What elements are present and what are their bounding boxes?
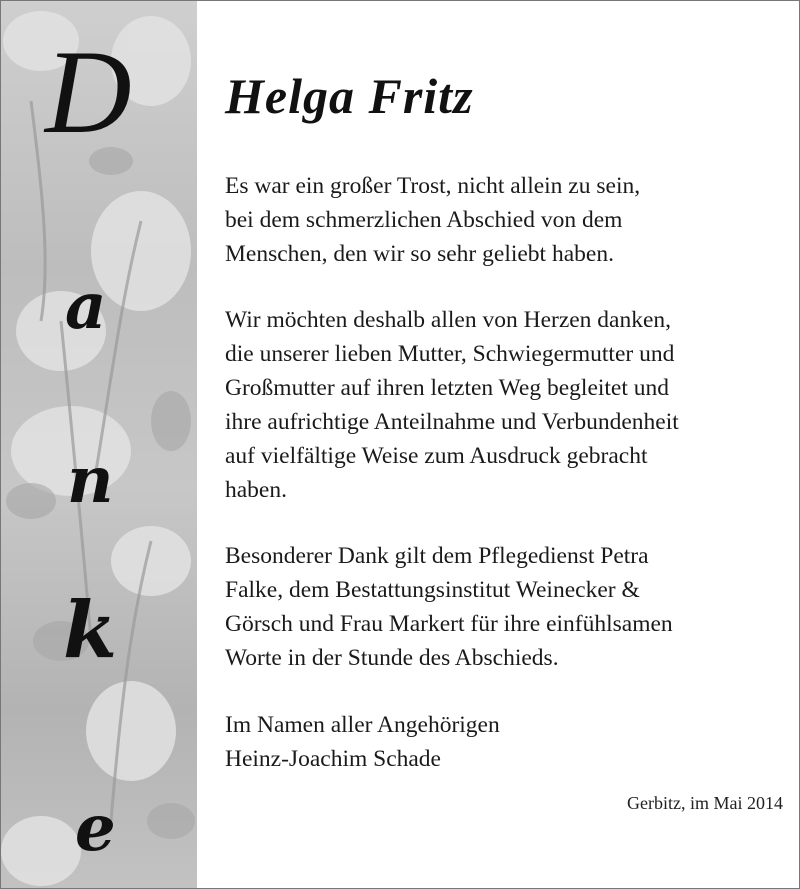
text-line: Es war ein großer Trost, nicht allein zu sein, xyxy=(225,173,641,199)
text-line: haben. xyxy=(225,477,287,503)
text-line: ihre aufrichtige Anteilnahme und Verbundenheit xyxy=(225,409,679,435)
text-line: Worte in der Stunde des Abschieds. xyxy=(225,645,559,671)
text-line: die unserer lieben Mutter, Schwiegermutter und xyxy=(225,341,675,367)
text-line: Im Namen aller Angehörigen xyxy=(225,712,500,738)
danke-letter-a: a xyxy=(65,269,107,344)
deceased-name-heading: Helga Fritz xyxy=(225,68,474,124)
floral-background-image xyxy=(1,1,197,888)
danke-letter-n: n xyxy=(67,443,114,518)
text-line: Großmutter auf ihren letzten Weg begleitet und xyxy=(225,375,670,401)
text-line: Falke, dem Bestattungsinstitut Weinecker & xyxy=(225,577,640,603)
text-line: auf vielfältige Weise zum Ausdruck gebracht xyxy=(225,443,648,469)
signature-block xyxy=(225,708,785,776)
text-line: Wir möchten deshalb allen von Herzen danken, xyxy=(225,307,672,333)
text-line: Menschen, den wir so sehr geliebt haben. xyxy=(225,241,614,267)
text-line: bei dem schmerzlichen Abschied von dem xyxy=(225,207,623,233)
danke-letter-k: k xyxy=(63,585,118,676)
place-date: Gerbitz, im Mai 2014 xyxy=(627,793,783,813)
paragraph-thanks xyxy=(225,303,785,507)
paragraph-special-thanks xyxy=(225,539,785,675)
text-line: Besonderer Dank gilt dem Pflegedienst Petra xyxy=(225,543,649,569)
paragraph-comfort xyxy=(225,169,785,271)
danke-letter-d: D xyxy=(45,25,132,158)
text-line: Görsch und Frau Markert für ihre einfühlsamen xyxy=(225,611,673,637)
danke-letter-e: e xyxy=(75,791,116,866)
signer-name: Heinz-Joachim Schade xyxy=(225,746,441,772)
